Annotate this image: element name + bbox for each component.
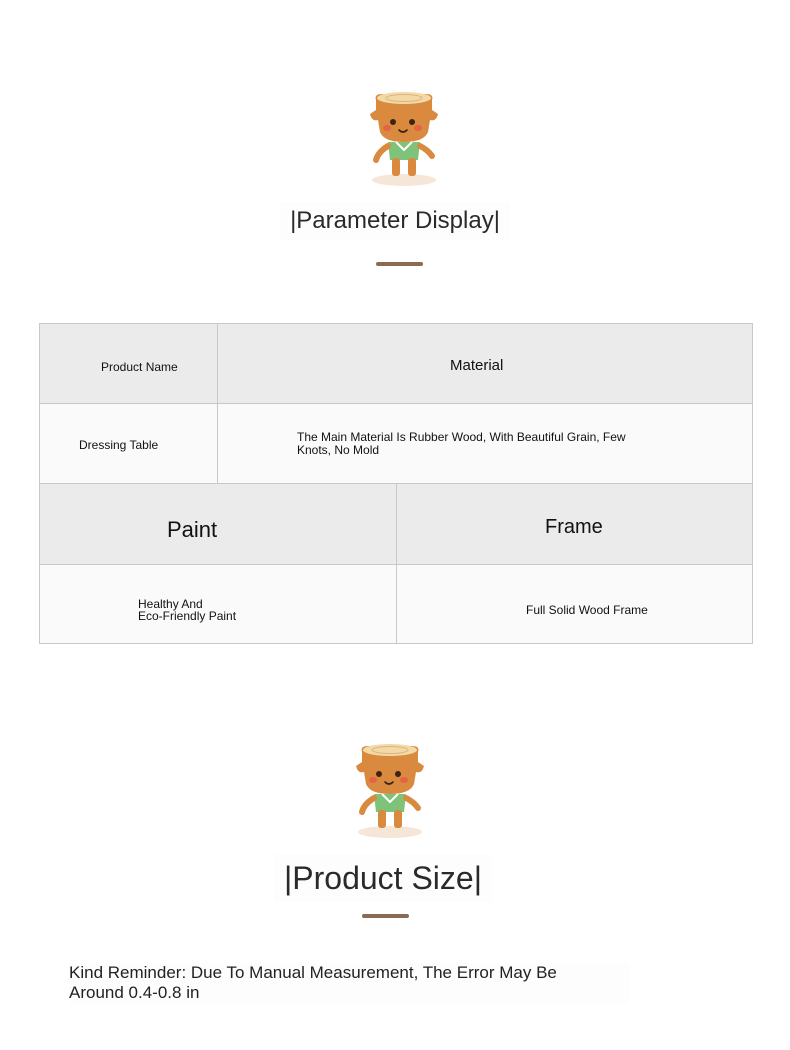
frame-header-cell [397,484,752,565]
product-name-value: Dressing Table [79,438,159,452]
title-underline [376,262,423,266]
parameter-table [39,323,753,644]
parameter-display-title: |Parameter Display| [280,202,510,240]
product-name-value-cell [40,404,218,484]
frame-value-cell [397,565,752,643]
product-size-title: |Product Size| [274,854,492,902]
section-title-wrap [0,854,778,902]
material-value-line2: Knots, No Mold [297,443,380,457]
kind-reminder-line2: Around 0.4-0.8 in [69,983,200,1002]
section-title-wrap [0,202,790,240]
material-header-cell [218,324,752,404]
paint-header: Paint [167,517,218,542]
product-name-label: Product Name [101,360,178,374]
paint-header-cell [40,484,397,565]
material-value-cell [218,404,752,484]
title-underline [362,914,409,918]
material-header: Material [450,357,504,374]
product-name-label-cell [40,324,218,404]
paint-value-cell [40,565,397,643]
paint-value-line2: Eco-Friendly Paint [138,609,237,623]
paint-value-line1: Healthy And [138,597,203,611]
frame-value: Full Solid Wood Frame [526,603,648,617]
frame-header: Frame [545,516,603,538]
kind-reminder-text [69,963,629,1003]
kind-reminder-line1: Kind Reminder: Due To Manual Measurement, The Error May Be [69,963,557,982]
tree-stump-mascot-icon [366,90,442,188]
material-value-line1: The Main Material Is Rubber Wood, With Beautiful Grain, Few [297,430,626,444]
tree-stump-mascot-icon [352,742,428,840]
